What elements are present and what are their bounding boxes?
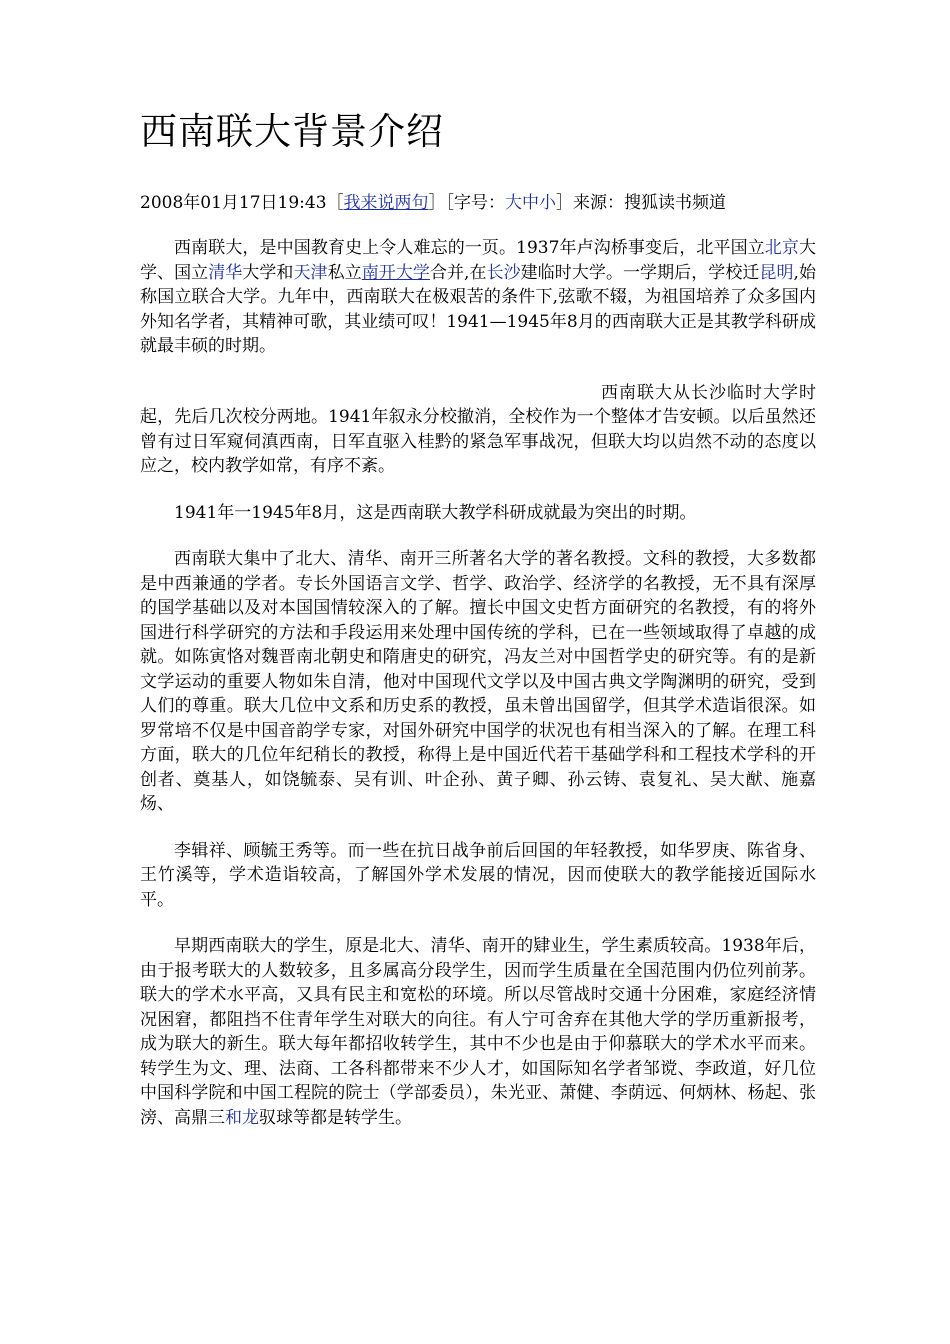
text-run: 私立 <box>327 262 362 283</box>
text-run: 建临时大学。一学期后，学校迁 <box>520 262 760 283</box>
comment-link[interactable]: 我来说两句 <box>343 193 429 213</box>
link-beijing[interactable]: 北京 <box>764 238 800 258</box>
text-run: 合并,在 <box>429 262 487 283</box>
text-run: 西南联大，是中国教育史上令人难忘的一页。1937年卢沟桥事变后，北平国立 <box>174 238 765 258</box>
font-size-label-close: ］ <box>556 193 574 213</box>
article-source: 来源：搜狐读书频道 <box>573 193 727 213</box>
paragraph-intro <box>140 236 816 359</box>
article-body <box>140 236 816 1152</box>
font-size-label-open: ［字号： <box>445 193 506 213</box>
link-kunming[interactable]: 昆明 <box>759 262 794 283</box>
article-title: 西南联大背景介绍 <box>140 110 444 153</box>
text-run: 早期西南联大的学生，原是北大、清华、南开的肄业生，学生素质较高。1938年后，由于报考联大的人数较多，且多属高分段学生，因而学生质量在全国范围内仍位列前茅。联大的学术水平高，又具有民主和宽松的环境。所以尽管战时交通十分困难，家庭经济情况困窘，都阻挡不住青年学生对联大的向往。有人宁可舍弃在其他大学的学历重新报考，成为联大的新生。联大每年都招收转学生，其中不少也是由于仰慕联大的学术水平而来。转学生为文、理、法商、工各科都带来不少人才，如国际知名学者邹谠、李政道，好几位中国科学院和中国工程院的院士（学部委员），朱光亚、萧健、李荫远、何炳林、杨起、张滂、高鼎三 <box>140 936 816 1128</box>
link-helong[interactable]: 和龙 <box>225 1107 259 1128</box>
text-run: 大学、国立 <box>140 238 817 283</box>
link-tianjin[interactable]: 天津 <box>293 262 328 283</box>
paragraph-young-professors: 李辑祥、顾毓王秀等。而一些在抗日战争前后回国的年轻教授，如华罗庚、陈省身、王竹溪等，学术造诣较高，了解国外学术发展的情况，因而使联大的教学能接近国际水平。 <box>140 840 816 910</box>
bracket-close: ］ <box>428 193 446 213</box>
paragraph-students <box>140 934 816 1130</box>
paragraph-period: 1941年一1945年8月，这是西南联大教学科研成就最为突出的时期。 <box>174 502 697 523</box>
paragraph-relocation <box>140 381 816 479</box>
text-run: 西南联大从长沙临时大学 <box>600 382 799 403</box>
text-run: ,始称国立联合大学。九年中，西南联大在极艰苦的条件下,弦歌不辍，为祖国培养了众多国内外知名学者，其精神可歌，其业绩可叹！1941—1945年8月的西南联大正是其教学科研成就最丰硕的时期。 <box>140 262 817 356</box>
article-meta <box>140 190 726 216</box>
font-size-medium-link[interactable]: 中 <box>522 193 540 213</box>
paragraph-professors: 西南联大集中了北大、清华、南开三所著名大学的著名教授。文科的教授，大多数都是中西兼通的学者。专长外国语言文学、哲学、政治学、经济学的名教授，无不具有深厚的国学基础以及对本国国情较深入的了解。擅长中国文史哲方面研究的名教授，有的将外国进行科学研究的方法和手段运用来处理中国传统的学科，已在一些领域取得了卓越的成就。如陈寅恪对魏晋南北朝史和隋唐史的研究，冯友兰对中国哲学史的研究等。有的是新文学运动的重要人物如朱自清，他对中国现代文学以及中国古典文学陶渊明的研究，受到人们的尊重。联大几位中文系和历史系的教授，虽未曾出国留学，但其学术造诣很深。如罗常培不仅是中国音韵学专家，对国外研究中国学的状况也有相当深入的了解。在理工科方面，联大的几位年纪稍长的教授，称得上是中国近代若干基础学科和工程技术学科的开创者、奠基人，如饶毓泰、吴有训、叶企孙、黄子卿、孙云铸、袁复礼、吴大猷、施嘉炀、 <box>140 549 816 814</box>
bracket-open: ［ <box>326 193 344 213</box>
text-run: 大学和 <box>242 262 294 283</box>
font-size-large-link[interactable]: 大 <box>505 193 523 213</box>
font-size-small-link[interactable]: 小 <box>539 193 557 213</box>
text-run: 驭球等都是转学生。 <box>259 1107 412 1128</box>
text-run: 时起，先后几次校分两地。1941年叙永分校撤消，全校作为一个整体才告安顿。以后虽然还曾有过日军窥伺滇西南，日军直驱入桂黔的紧急军事战况，但联大均以岿然不动的态度以应之，校内教学如常，有序不紊。 <box>140 382 816 476</box>
link-changsha[interactable]: 长沙 <box>486 262 521 283</box>
publish-date: 2008年01月17日19:43 <box>140 193 327 213</box>
link-qinghua[interactable]: 清华 <box>208 262 243 283</box>
link-nankai[interactable]: 南开大学 <box>361 262 430 283</box>
